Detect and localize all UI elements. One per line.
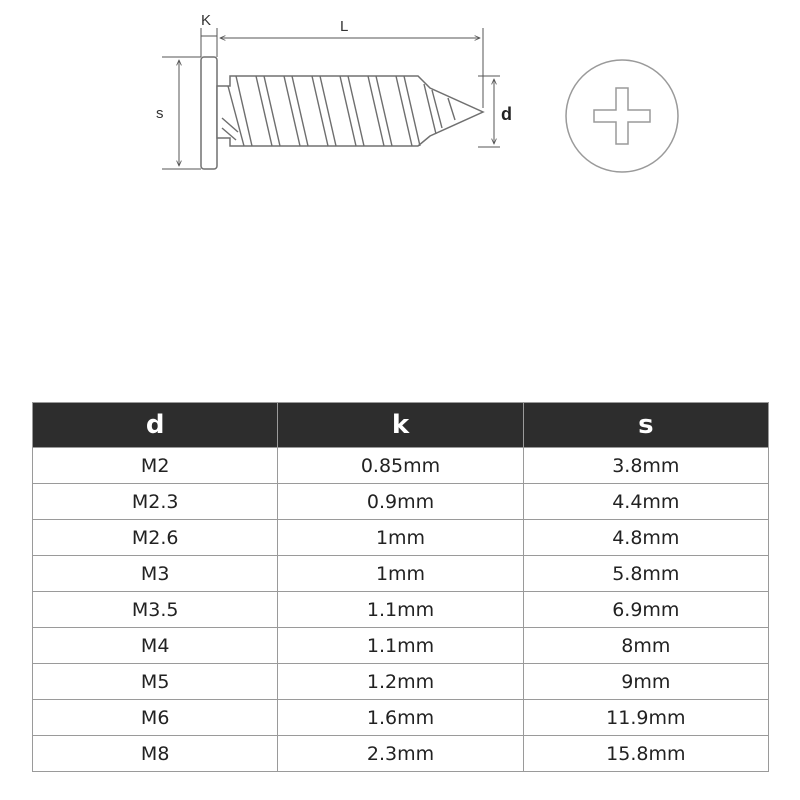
dimension-s-label: s (156, 105, 164, 122)
cell-k: 2.3mm (278, 736, 523, 772)
cell-k: 0.9mm (278, 484, 523, 520)
cell-k: 1.6mm (278, 700, 523, 736)
cell-d: M2.6 (33, 520, 278, 556)
table-row (33, 556, 769, 592)
table-row (33, 448, 769, 484)
table-row (33, 700, 769, 736)
cell-s: 4.4mm (523, 484, 768, 520)
table-row (33, 592, 769, 628)
header-s: s (523, 403, 768, 448)
spec-table (32, 402, 769, 772)
cell-s: 4.8mm (523, 520, 768, 556)
table-row (33, 484, 769, 520)
dimension-d-label: d (501, 104, 512, 124)
cell-s: 5.8mm (523, 556, 768, 592)
cell-s: 11.9mm (523, 700, 768, 736)
cell-k: 1mm (278, 556, 523, 592)
cell-s: 9mm (523, 664, 768, 700)
table-row (33, 628, 769, 664)
header-d: d (33, 403, 278, 448)
dimension-k-label: K (201, 12, 212, 29)
cell-d: M3.5 (33, 592, 278, 628)
cell-d: M4 (33, 628, 278, 664)
cell-d: M6 (33, 700, 278, 736)
table-row (33, 736, 769, 772)
cell-s: 8mm (523, 628, 768, 664)
screw-diagram (0, 0, 800, 200)
cell-k: 1.1mm (278, 592, 523, 628)
screw-head (201, 57, 217, 169)
screw-head-top-view (566, 60, 678, 172)
cell-s: 15.8mm (523, 736, 768, 772)
cell-d: M2 (33, 448, 278, 484)
cell-k: 1.1mm (278, 628, 523, 664)
cell-d: M3 (33, 556, 278, 592)
header-k: k (278, 403, 523, 448)
dimension-l-label: L (340, 18, 349, 35)
screw-side-view (201, 57, 483, 169)
cell-d: M2.3 (33, 484, 278, 520)
cell-s: 3.8mm (523, 448, 768, 484)
cell-s: 6.9mm (523, 592, 768, 628)
table-header-row (33, 403, 769, 448)
cell-k: 0.85mm (278, 448, 523, 484)
cell-d: M8 (33, 736, 278, 772)
dimension-s (162, 57, 201, 169)
cell-d: M5 (33, 664, 278, 700)
cell-k: 1mm (278, 520, 523, 556)
cell-k: 1.2mm (278, 664, 523, 700)
table-row (33, 520, 769, 556)
table-row (33, 664, 769, 700)
dimension-k (201, 28, 217, 57)
